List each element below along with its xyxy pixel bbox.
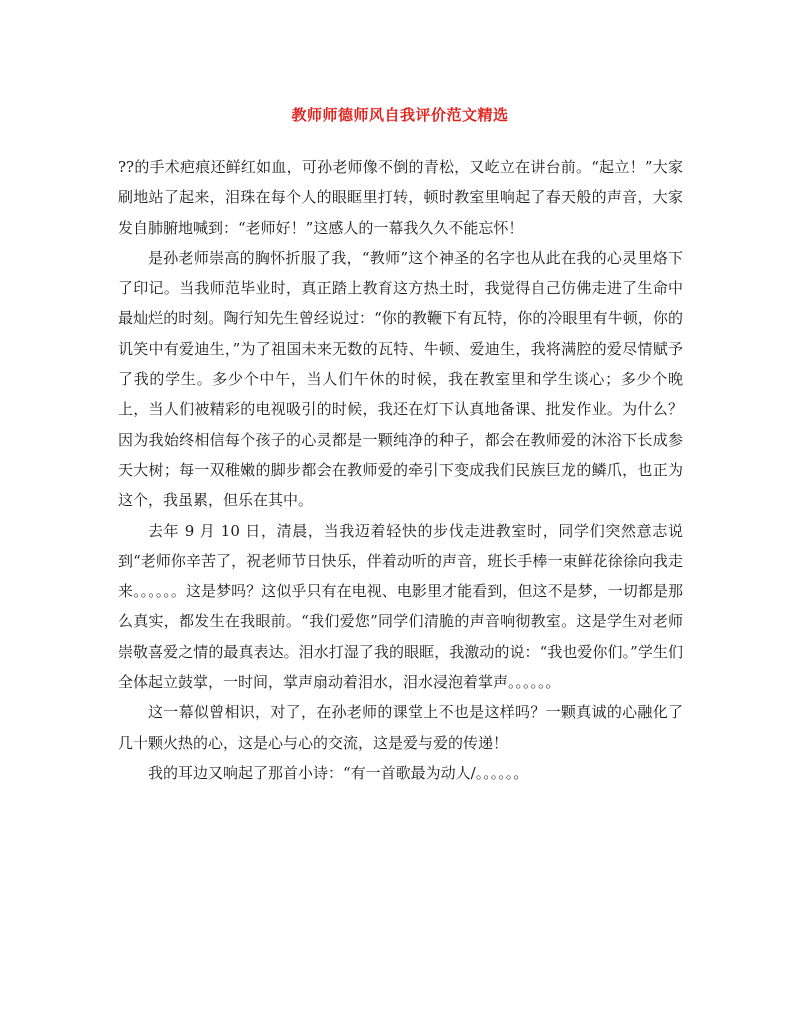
paragraph-4: 这一幕似曾相识，对了，在孙老师的课堂上不也是这样吗？一颗真诚的心融化了几十颗火热的心，这是心与心的交流，这是爱与爱的传递！ [118, 703, 683, 752]
paragraph-3: 去年 9 月 10 日，清晨，当我迈着轻快的步伐走进教室时，同学们突然意志说到“老师你辛苦了，祝老师节日快乐，伴着动听的声音，班长手棒一束鲜花徐徐向我走来。。。。。。这是梦吗？这似乎只有在电视、电影里才能看到，但这不是梦，一切都是那么真实，都发生在我眼前。“我们爱您”同学们清脆的声音响彻教室。这是学生对老师崇敬喜爱之情的最真表达。泪水打湿了我的眼眶，我激动的说：“我也爱你们。”学生们全体起立鼓掌，一时间，掌声扇动着泪水，泪水浸泡着掌声。。。。。。 [118, 521, 683, 692]
paragraph-1: ??的手术疤痕还鲜红如血，可孙老师像不倒的青松，又屹立在讲台前。“起立！”大家刷地站了起来，泪珠在每个人的眼眶里打转，顿时教室里响起了春天般的声音，大家发自肺腑地喊到：“老师好！”这感人的一幕我久久不能忘怀！ [118, 158, 683, 237]
paragraph-2: 是孙老师崇高的胸怀折服了我，“教师”这个神圣的名字也从此在我的心灵里烙下了印记。当我师范毕业时，真正踏上教育这方热土时，我觉得自己仿佛走进了生命中最灿烂的时刻。陶行知先生曾经说过：“你的教鞭下有瓦特，你的冷眼里有牛顿，你的讥笑中有爱迪生，”为了祖国未来无数的瓦特、牛顿、爱迪生，我将满腔的爱尽情赋予了我的学生。多少个中午，当人们午休的时候，我在教室里和学生谈心；多少个晚上，当人们被精彩的电视吸引的时候，我还在灯下认真地备课、批发作业。为什么？因为我始终相信每个孩子的心灵都是一颗纯净的种子，都会在教师爱的沐浴下长成参天大树；每一双稚嫩的脚步都会在教师爱的牵引下变成我们民族巨龙的鳞爪，也正为这个，我虽累，但乐在其中。 [118, 248, 683, 510]
paragraph-5: 我的耳边又响起了那首小诗：“有一首歌最为动人/。。。。。。 [148, 763, 529, 782]
document-body [118, 152, 683, 788]
document-title: 教师师德师风自我评价范文精选 [291, 106, 509, 124]
